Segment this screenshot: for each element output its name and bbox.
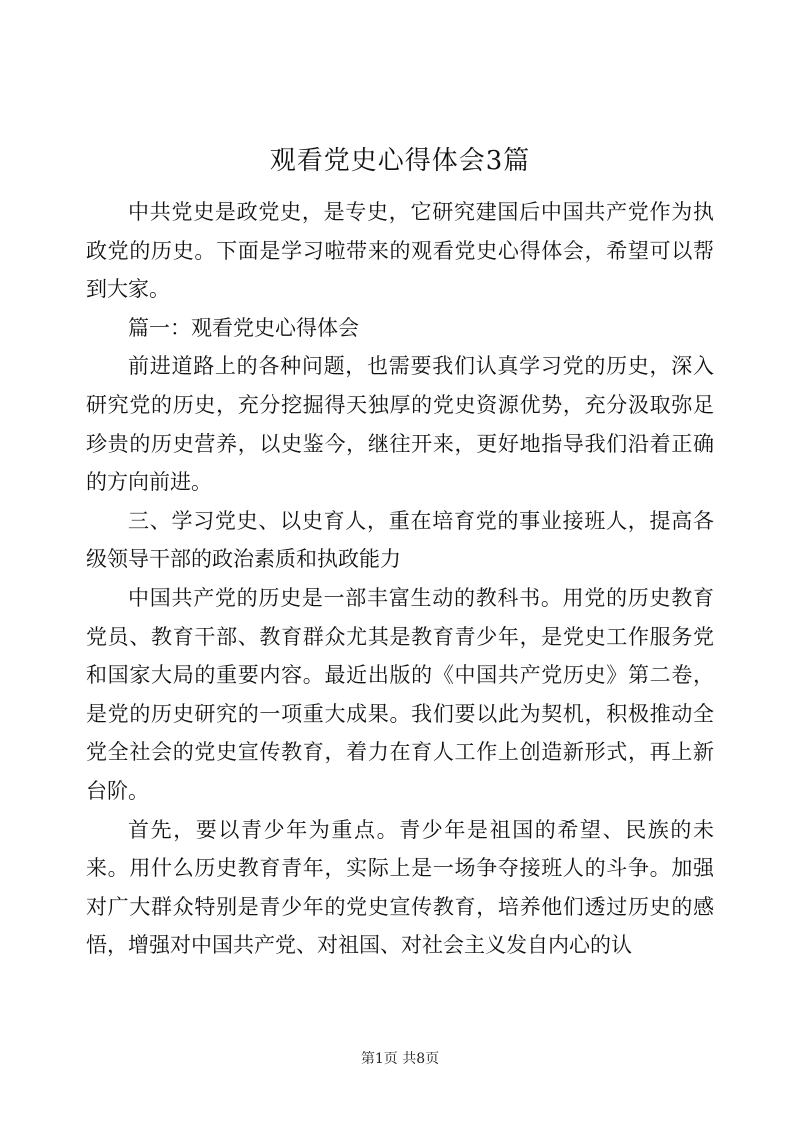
section-heading-part-one: 篇一：观看党史心得体会 [128, 315, 359, 340]
document-body [86, 193, 714, 965]
section-heading: 三、学习党史、以史育人，重在培育党的事业接班人，提高各级领导干部的政治素质和执政能力 [86, 508, 714, 572]
paragraph: 中国共产党的历史是一部丰富生动的教科书。用党的历史教育党员、教育干部、教育群众尤其是教育青少年，是党史工作服务党和国家大局的重要内容。最近出版的《中国共产党历史》第二卷，是党的历史研究的一项重大成果。我们要以此为契机，积极推动全党全社会的党史宣传教育，着力在育人工作上创造新形式，再上新台阶。 [86, 585, 714, 803]
page-number-footer: 第1页 共8页 [360, 1051, 440, 1067]
paragraph: 前进道路上的各种问题，也需要我们认真学习党的历史，深入研究党的历史，充分挖掘得天独厚的党史资源优势，充分汲取弥足珍贵的历史营养，以史鉴今，继往开来，更好地指导我们沿着正确的方向前进。 [86, 354, 714, 495]
document-title: 观看党史心得体会3篇 [269, 146, 531, 176]
paragraph: 首先，要以青少年为重点。青少年是祖国的希望、民族的未来。用什么历史教育青年，实际上是一场争夺接班人的斗争。加强对广大群众特别是青少年的党史宣传教育，培养他们透过历史的感悟，增强对中国共产党、对祖国、对社会主义发自内心的认 [86, 817, 714, 958]
paragraph-intro: 中共党史是政党史，是专史，它研究建国后中国共产党作为执政党的历史。下面是学习啦带来的观看党史心得体会，希望可以帮到大家。 [86, 200, 714, 302]
